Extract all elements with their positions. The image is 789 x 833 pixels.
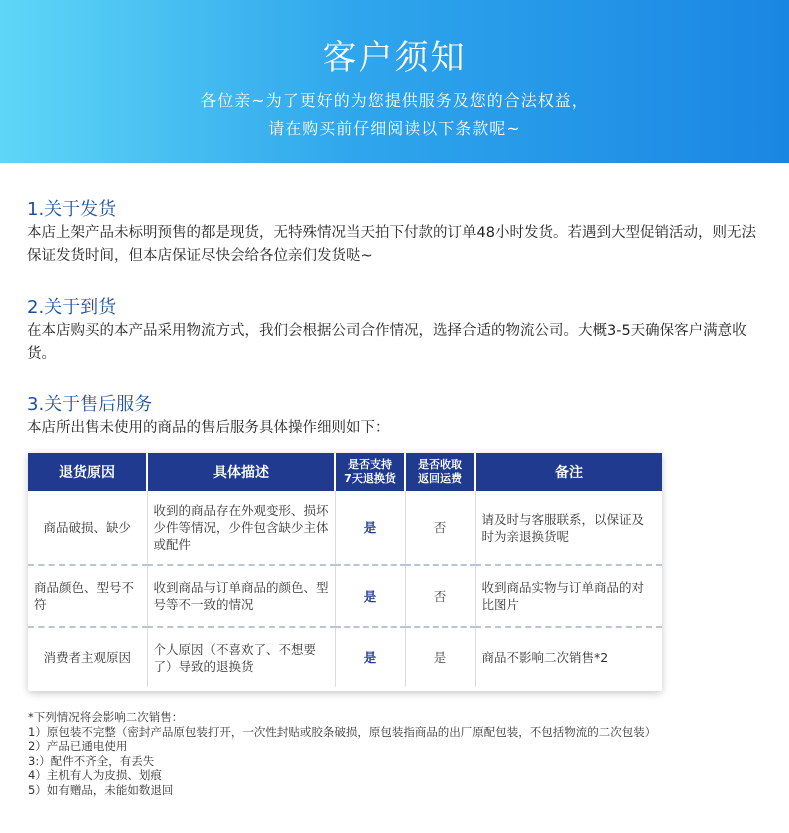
return-policy-table: [28, 453, 662, 691]
cell-reason: 商品破损、缺少: [28, 491, 147, 565]
table-row: [28, 627, 662, 687]
cell-shipping: 是: [405, 627, 475, 687]
cell-remark: 请及时与客服联系，以保证及时为亲退换货呢: [481, 511, 645, 544]
header-return-shipping: [405, 453, 475, 491]
banner-subtitle-line-2: 请在购买前仔细阅读以下条款呢~: [268, 119, 521, 138]
cell-remark: 收到商品实物与订单商品的对比图片: [481, 580, 645, 612]
cell-remark: 商品不影响二次销售*2: [481, 650, 609, 665]
cell-support: 是: [335, 627, 405, 687]
header-description: 具体描述: [147, 453, 335, 491]
section-shipping: [27, 199, 767, 268]
cell-shipping: 否: [405, 491, 475, 565]
section-body: 在本店购买的本产品采用物流方式，我们会根据公司合作情况，选择合适的物流公司。大概3-5天确保客户满意收货。: [27, 323, 747, 362]
table-row: [28, 491, 662, 565]
page-title: 客户须知: [322, 38, 467, 78]
section-after-sales: [27, 394, 767, 440]
header-text: 是否支持: [348, 458, 392, 471]
section-title: 2.关于到货: [27, 297, 117, 318]
cell-shipping: 否: [405, 565, 475, 627]
cell-description: 收到商品与订单商品的颜色、型号等不一致的情况: [147, 565, 335, 627]
table-row: [28, 565, 662, 627]
cell-support: 是: [335, 491, 405, 565]
note-item: 5）如有赠品，未能如数退回: [28, 782, 174, 797]
notes-heading: *下列情况将会影响二次销售：: [28, 710, 184, 724]
note-item: 1）原包装不完整（密封产品原包装打开，一次性封贴或胶条破损，原包装指商品的出厂原配包装，不包括物流的二次包装）: [28, 724, 657, 739]
cell-support: 是: [335, 565, 405, 627]
section-arrival: [27, 297, 767, 366]
header-banner: [0, 0, 789, 163]
header-reason: 退货原因: [28, 453, 147, 491]
header-remark: 备注: [475, 453, 662, 491]
section-title: 1.关于发货: [27, 199, 117, 220]
header-text: 7天退换货: [344, 472, 396, 485]
note-item: 2）产品已通电使用: [28, 739, 128, 754]
section-body: 本店所出售未使用的商品的售后服务具体操作细则如下：: [27, 420, 390, 436]
cell-description: 个人原因（不喜欢了、不想要了）导致的退换货: [147, 627, 335, 687]
banner-subtitle-line-1: 各位亲~为了更好的为您提供服务及您的合法权益，: [200, 91, 589, 110]
header-text: 返回运费: [418, 472, 462, 485]
note-item: 3:）配件不齐全，有丢失: [28, 753, 155, 768]
header-7-day-support: [335, 453, 405, 491]
notes-list: [28, 710, 656, 798]
cell-reason: 消费者主观原因: [28, 627, 147, 687]
cell-description: 收到的商品存在外观变形、损坏少件等情况，少件包含缺少主体或配件: [147, 491, 335, 565]
section-body: 本店上架产品未标明预售的都是现货，无特殊情况当天拍下付款的订单48小时发货。若遇到大型促销活动，则无法保证发货时间，但本店保证尽快会给各位亲们发货哒~: [27, 225, 756, 264]
cell-reason: 商品颜色、型号不符: [28, 565, 147, 627]
note-item: 4）主机有人为皮损、划痕: [28, 768, 162, 783]
header-text: 是否收取: [418, 458, 462, 471]
section-title: 3.关于售后服务: [27, 394, 153, 415]
